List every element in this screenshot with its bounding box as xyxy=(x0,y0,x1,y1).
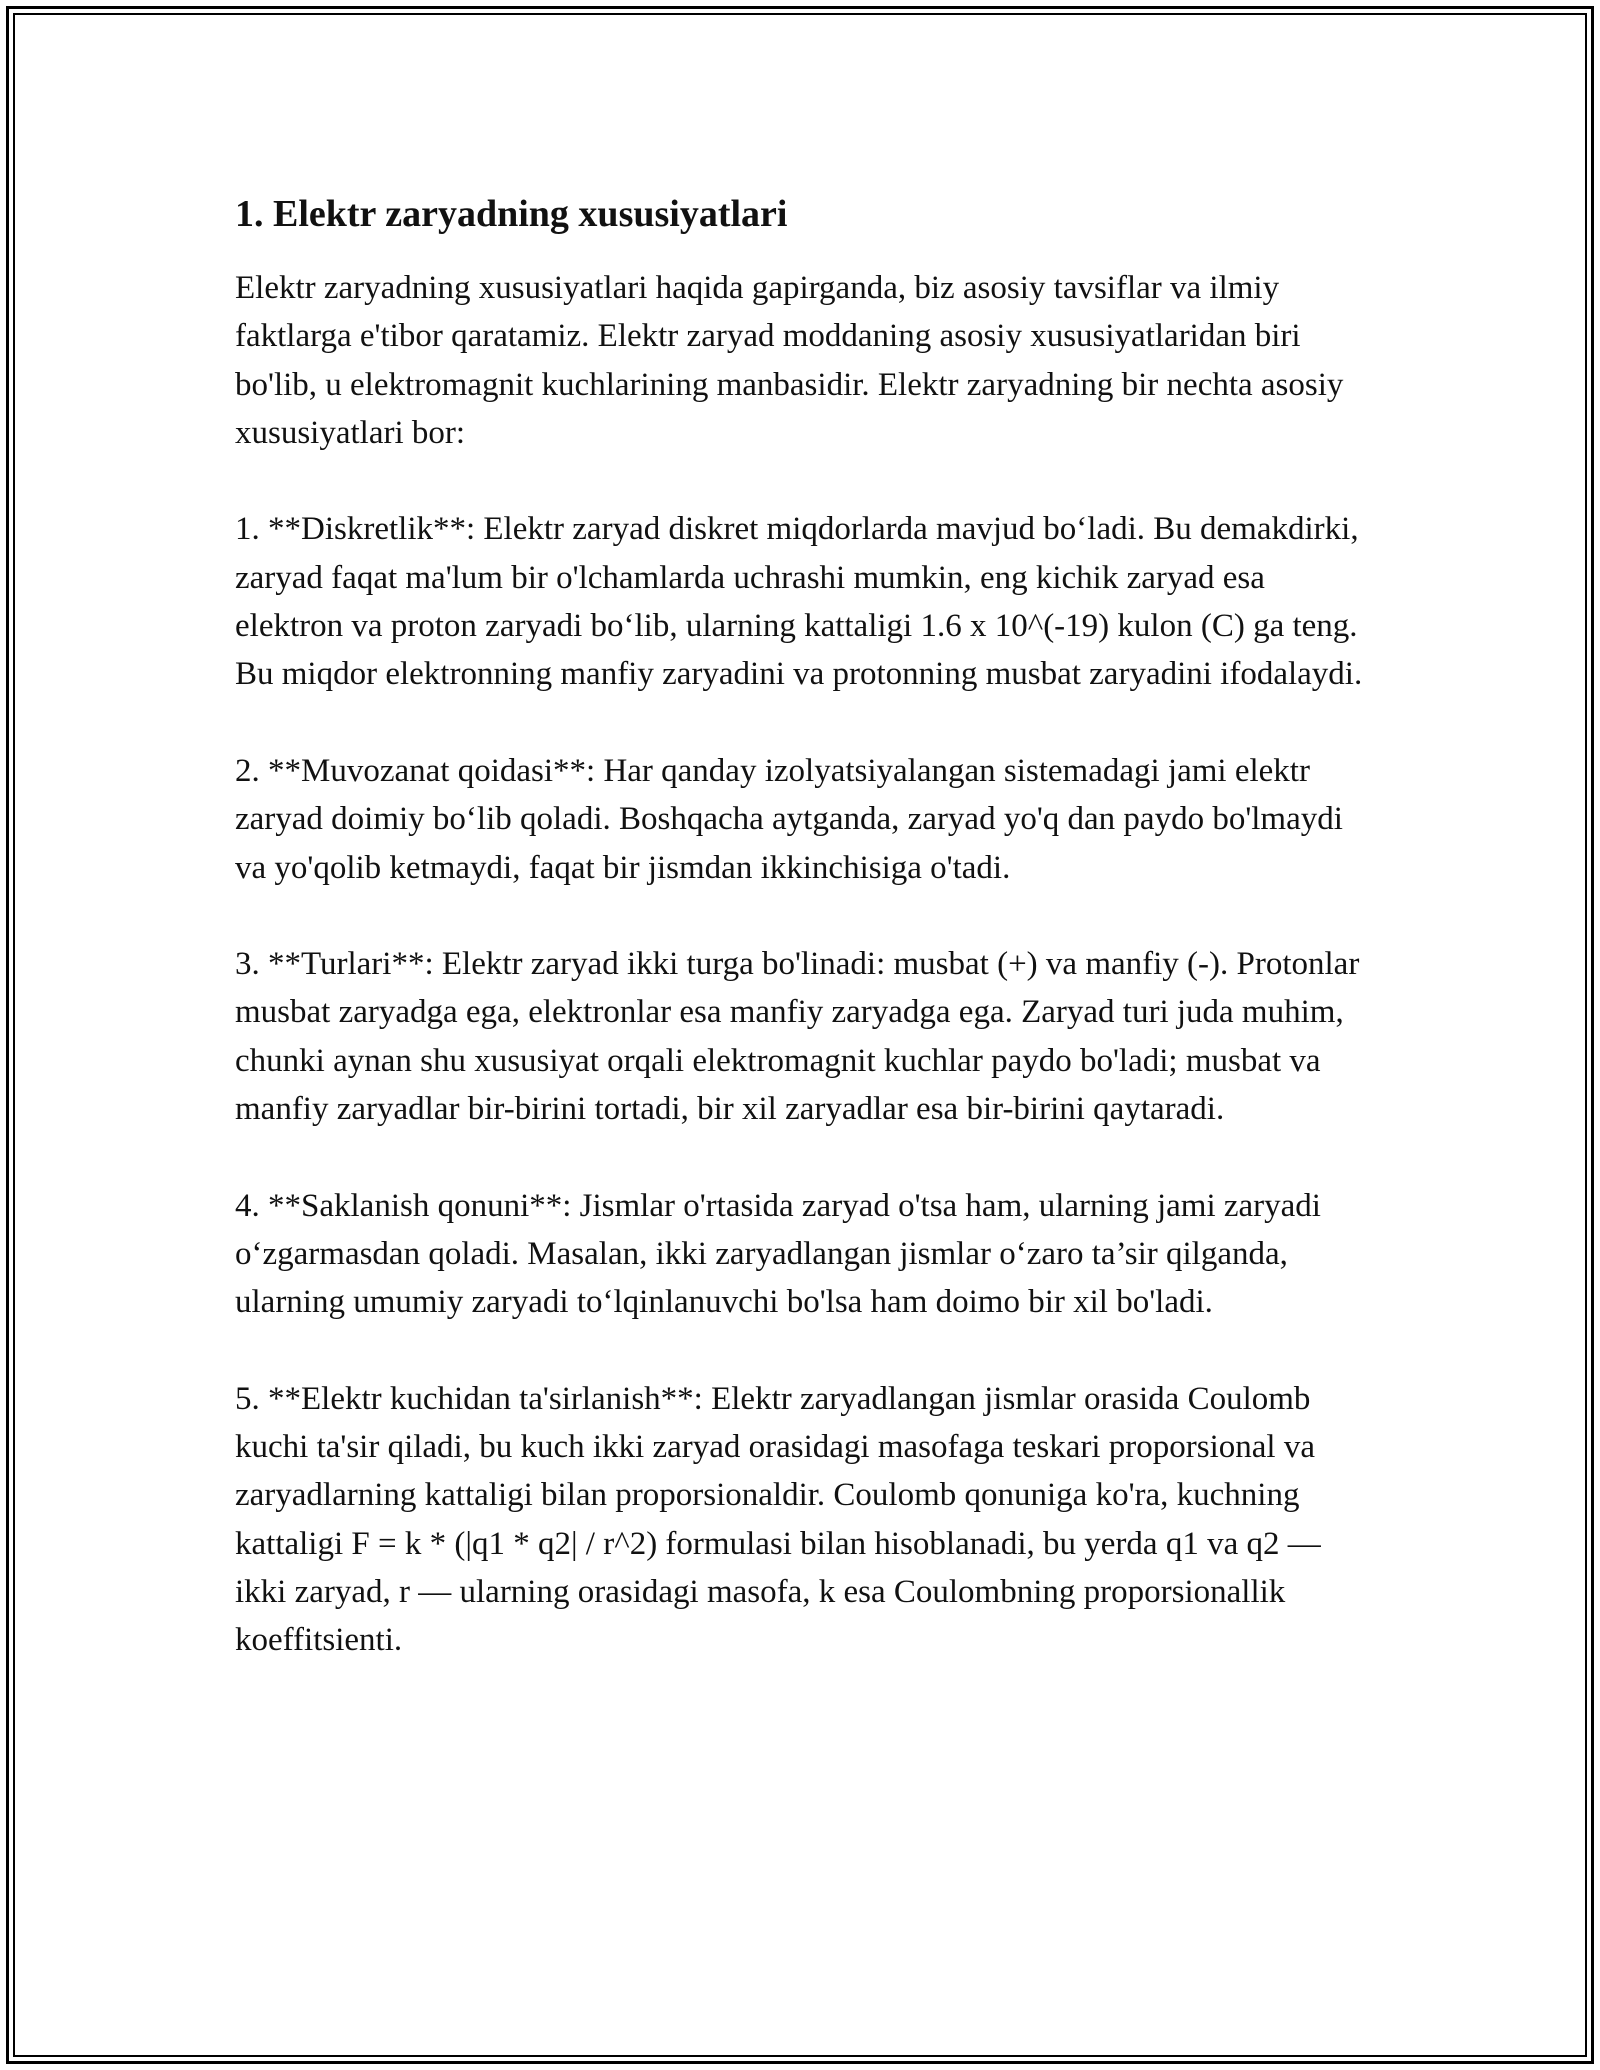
section-heading: 1. Elektr zaryadning xususiyatlari xyxy=(235,193,788,235)
paragraph-discreteness: 1. **Diskretlik**: Elektr zaryad diskret miqdorlarda mavjud bo‘ladi. Bu demakdirki, zaryad faqat ma'lum bir o'lchamlarda uchrashi mumkin, eng kichik zaryad esa elektron va proton zaryadi bo‘lib, ularning kattaligi 1.6 x 10^(-19) kulon (C) ga teng. Bu miqdor elektronning manfiy zaryadini va protonning musbat zaryadini ifodalaydi. xyxy=(235,511,1363,693)
paragraph-balance-rule: 2. **Muvozanat qoidasi**: Har qanday izolyatsiyalangan sistemadagi jami elektr zaryad doimiy bo‘lib qoladi. Boshqacha aytganda, zaryad yo'q dan paydo bo'lmaydi va yo'qolib ketmaydi, faqat bir jismdan ikkinchisiga o'tadi. xyxy=(235,752,1343,886)
paragraph-types: 3. **Turlari**: Elektr zaryad ikki turga bo'linadi: musbat (+) va manfiy (-). Protonlar musbat zaryadga ega, elektronlar esa manfiy zaryadga ega. Zaryad turi juda muhim, chunki aynan shu xususiyat orqali elektromagnit kuchlar paydo bo'ladi; musbat va manfiy zaryadlar bir-birini tortadi, bir xil zaryadlar esa bir-birini qaytaradi. xyxy=(235,946,1360,1128)
intro-paragraph: Elektr zaryadning xususiyatlari haqida gapirganda, biz asosiy tavsiflar va ilmiy faktlarga e'tibor qaratamiz. Elektr zaryad moddaning asosiy xususiyatlaridan biri bo'lib, u elektromagnit kuchlarining manbasidir. Elektr zaryadning bir nechta asosiy xususiyatlari bor: xyxy=(235,270,1344,451)
paragraph-electric-force: 5. **Elektr kuchidan ta'sirlanish**: Elektr zaryadlangan jismlar orasida Coulomb kuchi ta'sir qiladi, bu kuch ikki zaryad orasidagi masofaga teskari proporsional va zaryadlarning kattaligi bilan proporsionaldir. Coulomb qonuniga ko'ra, kuchning kattaligi F = k * (|q1 * q2| / r^2) formulasi bilan hisoblanadi, bu yerda q1 va q2 — ikki zaryad, r — ularning orasidagi masofa, k esa Coulombning proporsionallik koeffitsienti. xyxy=(235,1380,1321,1659)
document-body xyxy=(235,186,1370,1665)
paragraph-conservation-law: 4. **Saklanish qonuni**: Jismlar o'rtasida zaryad o'tsa ham, ularning jami zaryadi o‘zgarmasdan qoladi. Masalan, ikki zaryadlangan jismlar o‘zaro ta’sir qilganda, ularning umumiy zaryadi to‘lqinlanuvchi bo'lsa ham doimo bir xil bo'ladi. xyxy=(235,1187,1321,1321)
